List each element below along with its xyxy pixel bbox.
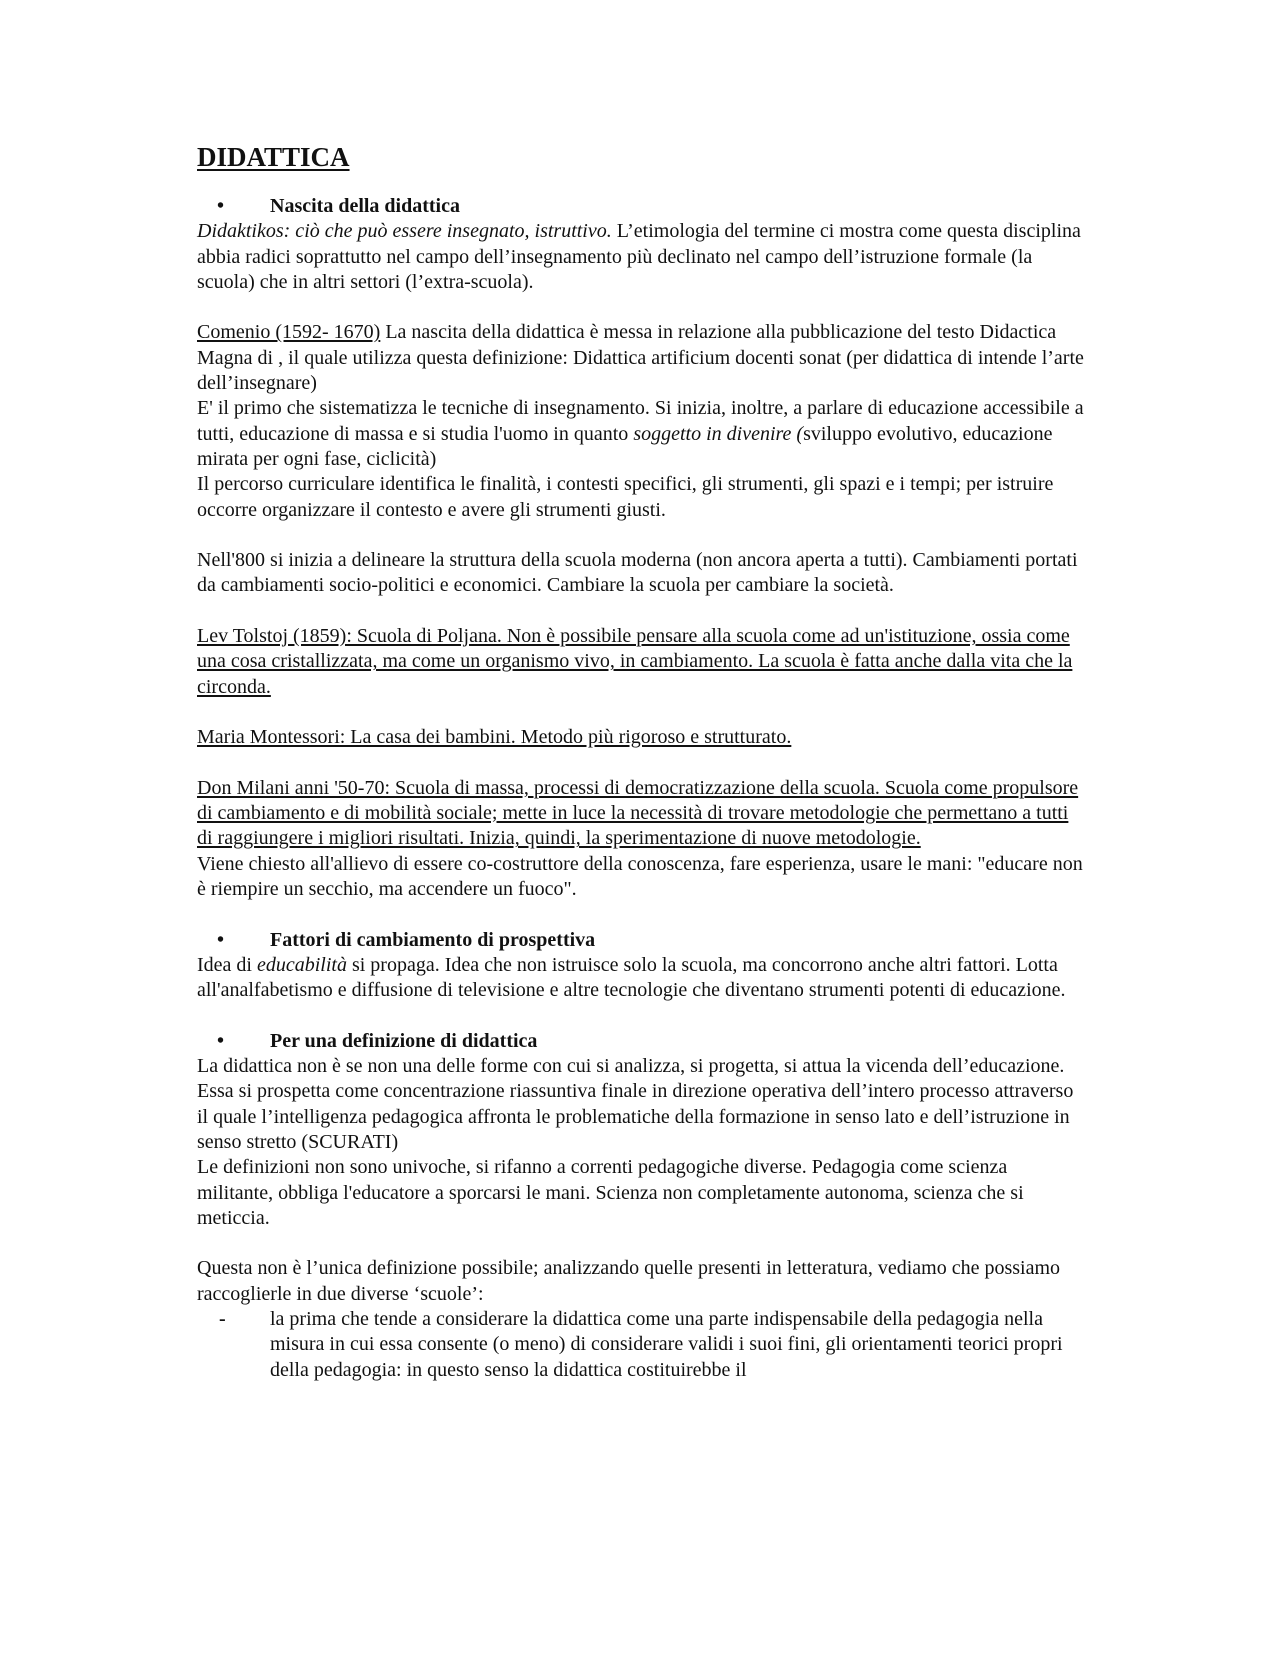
comenio-label: Comenio (1592- 1670) bbox=[197, 321, 381, 344]
paragraph-educabilita bbox=[197, 953, 1087, 1004]
paragraph-ottocento: Nell'800 si inizia a delineare la struttura della scuola moderna (non ancora aperta a tutti). Cambiamenti portati da cambiamenti socio-politici e economici. Cambiare la scuola per cambiare la società. bbox=[197, 549, 1078, 597]
etimologia-italic: Didaktikos: ciò che può essere insegnato, istruttivo. bbox=[197, 220, 612, 243]
educabilita-text-a: Idea di bbox=[197, 953, 257, 976]
educabilita-text-b: si propaga. Idea che non istruisce solo la scuola, ma concorrono anche altri fattori. Lotta all'analfabetismo e diffusione di televisione e altre tecnologie che diventano strumenti potenti di educazione. bbox=[197, 953, 1066, 1002]
list-item-text: la prima che tende a considerare la didattica come una parte indispensabile della pedagogia nella misura in cui essa consente (o meno) di considerare validi i suoi fini, gli orientamenti teorici propri della pedagogia: in questo senso la didattica costituirebbe il bbox=[270, 1308, 1063, 1381]
list-item bbox=[197, 1307, 1087, 1383]
comenio-text-2b: sviluppo evolutivo, educazione mirata per ogni fase, ciclicità) bbox=[197, 422, 1053, 470]
paragraph-scurati: La didattica non è se non una delle forme con cui si analizza, si progetta, si attua la vicenda dell’educazione. Essa si prospetta come concentrazione riassuntiva finale in direzione operativa dell’intero processo attraverso il quale l’intelligenza pedagogica affronta le problematiche della formazione in senso lato e dell’istruzione in senso stretto (SCURATI) bbox=[197, 1055, 1074, 1153]
comenio-text: La nascita della didattica è messa in relazione alla pubblicazione del testo Didactica Magna di , il quale utilizza questa definizione: Didattica artificium docenti sonat (per didattica di intende l’arte dell’insegnare) bbox=[197, 321, 1084, 395]
comenio-text-2-italic: soggetto in divenire ( bbox=[633, 422, 804, 445]
dash-icon: - bbox=[219, 1308, 226, 1331]
paragraph-montessori: Maria Montessori: La casa dei bambini. Metodo più rigoroso e strutturato. bbox=[197, 726, 792, 749]
educabilita-italic: educabilità bbox=[256, 953, 347, 976]
paragraph-milani: Don Milani anni '50-70: Scuola di massa, processi di democratizzazione della scuola. Scuola come propulsore di cambiamento e di mobilità sociale; mette in luce la necessità di trovare metodologie che permettano a tutti di raggiungere i migliori risultati. Inizia, quindi, la sperimentazione di nuove metodologie. bbox=[197, 776, 1079, 850]
paragraph-definizioni: Le definizioni non sono univoche, si rifanno a correnti pedagogiche diverse. Pedagogia come scienza militante, obbliga l'educatore a sporcarsi le mani. Scienza non completamente autonoma, scienza che si meticcia. bbox=[197, 1156, 1024, 1229]
bullet-icon: • bbox=[217, 928, 225, 951]
section-heading-nascita bbox=[197, 194, 1087, 219]
document-title: DIDATTICA bbox=[197, 142, 350, 172]
bullet-icon: • bbox=[217, 195, 225, 217]
bullet-icon: • bbox=[217, 1029, 225, 1052]
section-heading-label: Per una definizione di didattica bbox=[270, 1029, 538, 1052]
paragraph-comenio-2 bbox=[197, 396, 1087, 472]
document-page bbox=[197, 140, 1087, 1383]
paragraph-tolstoj: Lev Tolstoj (1859): Scuola di Poljana. Non è possibile pensare alla scuola come ad un'istituzione, ossia come una cosa cristallizzata, ma come un organismo vivo, in cambiamento. La scuola è fatta anche dalla vita che la circonda. bbox=[197, 625, 1073, 698]
section-heading-fattori bbox=[197, 928, 1087, 953]
paragraph-scuole: Questa non è l’unica definizione possibile; analizzando quelle presenti in letteratura, vediamo che possiamo raccoglierle in due diverse ‘scuole’: bbox=[197, 1257, 1061, 1305]
section-heading-label: Nascita della didattica bbox=[270, 195, 460, 217]
paragraph-percorso: Il percorso curriculare identifica le finalità, i contesti specifici, gli strumenti, gli spazi e i tempi; per istruire occorre organizzare il contesto e avere gli strumenti giusti. bbox=[197, 473, 1054, 521]
paragraph-allievo: Viene chiesto all'allievo di essere co-costruttore della conoscenza, fare esperienza, usare le mani: "educare non è riempire un secchio, ma accendere un fuoco". bbox=[197, 852, 1083, 901]
section-heading-label: Fattori di cambiamento di prospettiva bbox=[270, 928, 596, 951]
comenio-text-2a: E' il primo che sistematizza le tecniche di insegnamento. Si inizia, inoltre, a parlare di educazione accessibile a tutti, educazione di massa e si studia l'uomo in quanto bbox=[197, 397, 1084, 445]
paragraph-etimologia bbox=[197, 219, 1087, 295]
paragraph-comenio bbox=[197, 320, 1087, 396]
section-heading-definizione bbox=[197, 1029, 1087, 1054]
etimologia-text: L’etimologia del termine ci mostra come questa disciplina abbia radici soprattutto nel campo dell’insegnamento più declinato nel campo dell’istruzione formale (la scuola) che in altri settori (l’extra-scuola). bbox=[197, 220, 1081, 293]
